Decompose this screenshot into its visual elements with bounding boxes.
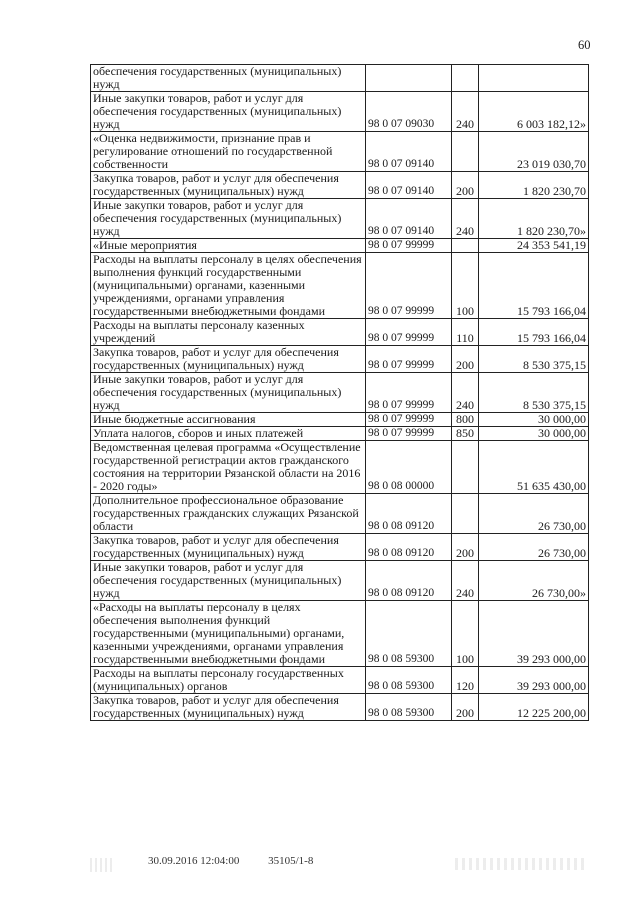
table-row	[91, 441, 589, 494]
row-sum: 30 000,00	[479, 427, 589, 441]
row-vr: 200	[452, 172, 479, 199]
table-row	[91, 172, 589, 199]
row-sum: 39 293 000,00	[479, 667, 589, 694]
table-row	[91, 413, 589, 427]
row-sum: 23 019 030,70	[479, 132, 589, 172]
row-vr: 240	[452, 92, 479, 132]
row-sum: 8 530 375,15	[479, 373, 589, 413]
row-vr	[452, 494, 479, 534]
row-sum: 26 730,00»	[479, 561, 589, 601]
row-sum: 30 000,00	[479, 413, 589, 427]
row-vr: 100	[452, 601, 479, 667]
row-sum: 26 730,00	[479, 494, 589, 534]
row-sum: 6 003 182,12»	[479, 92, 589, 132]
row-sum: 39 293 000,00	[479, 601, 589, 667]
row-name: Иные закупки товаров, работ и услуг для обеспечения государственных (муниципальных) нужд	[91, 92, 366, 132]
page-number: 60	[578, 38, 591, 52]
row-vr: 110	[452, 319, 479, 346]
table-row	[91, 667, 589, 694]
row-code: 98 0 07 99999	[366, 253, 452, 319]
row-code: 98 0 08 00000	[366, 441, 452, 494]
row-name: Иные закупки товаров, работ и услуг для обеспечения государственных (муниципальных) нужд	[91, 199, 366, 239]
row-code: 98 0 07 99999	[366, 373, 452, 413]
faint-scan-mark-right	[455, 858, 585, 870]
row-name: Уплата налогов, сборов и иных платежей	[91, 427, 366, 441]
row-vr: 800	[452, 413, 479, 427]
row-sum: 24 353 541,19	[479, 239, 589, 253]
row-vr: 100	[452, 253, 479, 319]
row-code: 98 0 07 09140	[366, 172, 452, 199]
table-row	[91, 561, 589, 601]
row-vr: 240	[452, 373, 479, 413]
row-code: 98 0 07 09030	[366, 92, 452, 132]
table-row	[91, 253, 589, 319]
row-name: Ведомственная целевая программа «Осуществление государственной регистрации актов гражданского состояния на территории Рязанской области на 2016 - 2020 годы»	[91, 441, 366, 494]
row-sum: 8 530 375,15	[479, 346, 589, 373]
row-sum: 15 793 166,04	[479, 319, 589, 346]
row-vr: 240	[452, 561, 479, 601]
row-sum: 26 730,00	[479, 534, 589, 561]
row-name: Расходы на выплаты персоналу в целях обеспечения выполнения функций государственными (муниципальными) органами, казенными учреждениями, органами управления государственными внебюджетными фондами	[91, 253, 366, 319]
table-row	[91, 92, 589, 132]
footer-stamp	[148, 855, 313, 867]
row-vr	[452, 239, 479, 253]
row-code	[366, 65, 452, 92]
row-vr: 200	[452, 346, 479, 373]
table-row	[91, 601, 589, 667]
row-code: 98 0 08 59300	[366, 694, 452, 721]
table-row	[91, 199, 589, 239]
row-name: Закупка товаров, работ и услуг для обеспечения государственных (муниципальных) нужд	[91, 172, 366, 199]
row-vr	[452, 132, 479, 172]
table-row	[91, 132, 589, 172]
table-row	[91, 346, 589, 373]
row-code: 98 0 07 99999	[366, 319, 452, 346]
row-name: Дополнительное профессиональное образование государственных гражданских служащих Рязанской области	[91, 494, 366, 534]
row-vr	[452, 441, 479, 494]
row-sum: 1 820 230,70	[479, 172, 589, 199]
row-name: Закупка товаров, работ и услуг для обеспечения государственных (муниципальных) нужд	[91, 346, 366, 373]
row-name: Закупка товаров, работ и услуг для обеспечения государственных (муниципальных) нужд	[91, 534, 366, 561]
row-vr: 850	[452, 427, 479, 441]
row-sum: 12 225 200,00	[479, 694, 589, 721]
table-row	[91, 319, 589, 346]
row-name: обеспечения государственных (муниципальных) нужд	[91, 65, 366, 92]
row-code: 98 0 08 09120	[366, 561, 452, 601]
row-name: Иные бюджетные ассигнования	[91, 413, 366, 427]
row-name: Иные закупки товаров, работ и услуг для обеспечения государственных (муниципальных) нужд	[91, 561, 366, 601]
row-vr: 120	[452, 667, 479, 694]
row-vr	[452, 65, 479, 92]
table-row	[91, 373, 589, 413]
row-sum: 51 635 430,00	[479, 441, 589, 494]
table-row	[91, 694, 589, 721]
row-code: 98 0 08 09120	[366, 534, 452, 561]
row-code: 98 0 07 09140	[366, 199, 452, 239]
footer-doc-number: 35105/1-8	[268, 855, 314, 867]
row-code: 98 0 08 59300	[366, 667, 452, 694]
row-code: 98 0 08 59300	[366, 601, 452, 667]
table-row	[91, 239, 589, 253]
row-code: 98 0 07 09140	[366, 132, 452, 172]
row-name: «Оценка недвижимости, признание прав и регулирование отношений по государственной собственности	[91, 132, 366, 172]
row-name: «Иные мероприятия	[91, 239, 366, 253]
row-sum: 15 793 166,04	[479, 253, 589, 319]
table-row	[91, 534, 589, 561]
row-vr: 200	[452, 534, 479, 561]
row-sum	[479, 65, 589, 92]
faint-scan-mark-left	[90, 858, 114, 872]
table-row	[91, 65, 589, 92]
table-row	[91, 427, 589, 441]
row-vr: 200	[452, 694, 479, 721]
row-code: 98 0 07 99999	[366, 427, 452, 441]
row-name: Расходы на выплаты персоналу казенных учреждений	[91, 319, 366, 346]
row-code: 98 0 07 99999	[366, 239, 452, 253]
row-code: 98 0 08 09120	[366, 494, 452, 534]
row-name: «Расходы на выплаты персоналу в целях обеспечения выполнения функций государственными (муниципальными) органами, казенными учреждениями, органами управления государственными внебюджетными фондами	[91, 601, 366, 667]
row-vr: 240	[452, 199, 479, 239]
budget-table	[90, 64, 589, 721]
row-sum: 1 820 230,70»	[479, 199, 589, 239]
row-name: Иные закупки товаров, работ и услуг для обеспечения государственных (муниципальных) нужд	[91, 373, 366, 413]
row-name: Закупка товаров, работ и услуг для обеспечения государственных (муниципальных) нужд	[91, 694, 366, 721]
row-code: 98 0 07 99999	[366, 346, 452, 373]
row-name: Расходы на выплаты персоналу государственных (муниципальных) органов	[91, 667, 366, 694]
footer-timestamp: 30.09.2016 12:04:00	[148, 855, 240, 867]
table-row	[91, 494, 589, 534]
row-code: 98 0 07 99999	[366, 413, 452, 427]
